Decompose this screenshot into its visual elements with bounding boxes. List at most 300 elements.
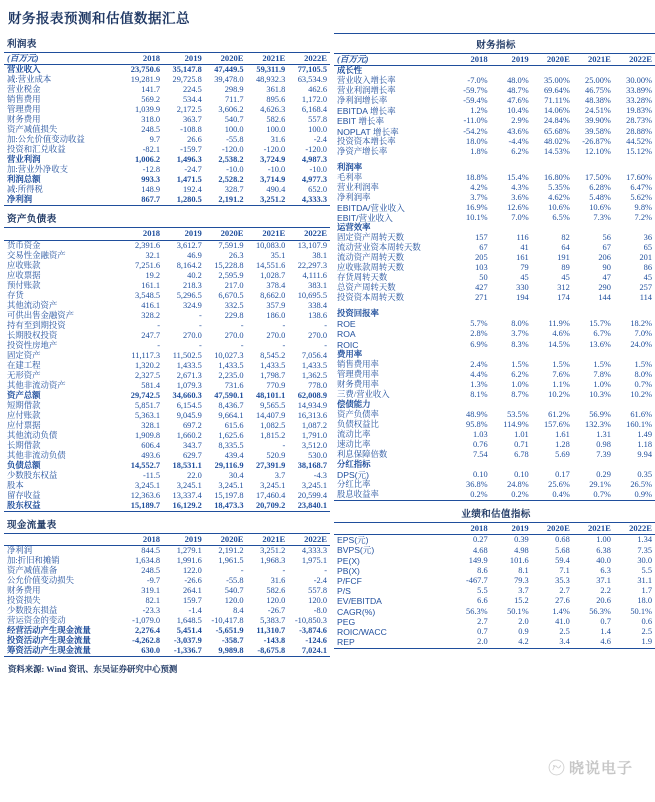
- cell-value: 23,750.6: [130, 65, 161, 75]
- row-label: 资产总额: [7, 390, 41, 400]
- cell-value: 1,968.3: [260, 555, 286, 565]
- cell-value: [614, 400, 655, 410]
- table-row: [4, 291, 330, 301]
- cell-value: 24.51%: [585, 106, 611, 116]
- cell-value: 1.0%: [593, 379, 611, 389]
- cell-value: [614, 350, 655, 360]
- cell-value: -: [240, 320, 244, 330]
- row-label: 管理费用: [7, 105, 41, 115]
- cell-value: 328.1: [141, 420, 161, 430]
- cell-value: 328.2: [141, 310, 161, 320]
- cell-value: 1,433.5: [260, 360, 286, 370]
- valuation-table: [334, 523, 655, 648]
- row-label: ROA: [337, 329, 356, 340]
- table-row: [4, 251, 330, 261]
- cell-value: 2.2: [600, 586, 611, 596]
- cell-value: [491, 223, 532, 233]
- table-row: [334, 586, 655, 596]
- cell-value: 895.6: [266, 95, 286, 105]
- table-row: [4, 185, 330, 195]
- cell-value: 16.80%: [543, 172, 570, 182]
- cell-value: -: [240, 565, 244, 575]
- cell-value: [614, 309, 655, 319]
- row-label: EBITDA 增长率: [337, 106, 396, 117]
- cell-value: 1.5%: [511, 359, 529, 369]
- cell-value: 15.2: [514, 596, 529, 606]
- cell-value: 15,228.8: [214, 260, 244, 270]
- row-label: 财务费用: [7, 115, 41, 125]
- cell-value: 1,039.9: [134, 105, 161, 115]
- column-header-2021E: 2021E: [247, 534, 289, 546]
- cell-value: 17,460.4: [255, 490, 286, 500]
- cell-value: 1.9: [614, 637, 655, 648]
- table-row: [334, 147, 655, 157]
- row-label: 财务费用率: [337, 379, 379, 389]
- cell-value: [573, 223, 614, 233]
- row-label: BVPS(元): [337, 545, 375, 556]
- cell-value: 62,008.9: [297, 390, 327, 400]
- cell-value: 3,714.9: [260, 175, 286, 185]
- cell-value: -4,262.8: [132, 635, 161, 645]
- cell-value: 5,296.5: [176, 290, 202, 300]
- table-row: [334, 380, 655, 390]
- cell-value: [491, 163, 532, 173]
- cell-value: 5.7%: [470, 319, 488, 329]
- cell-value: 581.4: [141, 380, 161, 390]
- column-header-2019: 2019: [491, 523, 532, 535]
- cell-value: [573, 309, 614, 319]
- cell-value: 90: [602, 263, 611, 273]
- cell-value: -: [282, 565, 286, 575]
- row-label: 其他非流动负债: [7, 450, 66, 460]
- cell-value: 29,742.5: [130, 390, 161, 400]
- row-label: 应付账款: [7, 410, 41, 420]
- cell-value: 149.9: [468, 555, 488, 565]
- cell-value: 35.3: [555, 576, 570, 586]
- row-label: 持有至到期投资: [7, 320, 66, 330]
- column-header-unit: [4, 534, 121, 546]
- row-label: 固定资产: [7, 350, 41, 360]
- cell-value: 45: [520, 273, 529, 283]
- cell-value: -10,850.3: [294, 615, 327, 625]
- row-label: 费用率: [337, 349, 363, 359]
- cell-value: 2,595.9: [218, 270, 244, 280]
- cell-value: 10,083.0: [255, 240, 286, 250]
- row-label: 净利润: [4, 195, 121, 206]
- row-label: 分红指标: [337, 459, 371, 469]
- table-row: [334, 460, 655, 470]
- cell-value: 1.03: [472, 429, 488, 439]
- table-row: [4, 311, 330, 321]
- cell-value: 5.35%: [548, 182, 570, 192]
- cell-value: -: [240, 340, 244, 350]
- cell-value: 582.6: [266, 585, 286, 595]
- cell-value: 7.3%: [593, 213, 611, 223]
- cell-value: 161: [516, 253, 529, 263]
- cell-value: 11.9%: [548, 319, 570, 329]
- cell-value: 4.3%: [511, 182, 529, 192]
- cell-value: 120.0: [308, 595, 327, 605]
- cell-value: 15,189.7: [121, 501, 163, 512]
- cell-value: 41: [520, 243, 529, 253]
- cell-value: 378.4: [266, 280, 286, 290]
- cell-value: 194: [516, 293, 529, 303]
- table-row: [334, 293, 655, 303]
- cell-value: -26.6: [184, 575, 202, 585]
- table-row: [334, 535, 655, 546]
- cell-value: 7.35: [637, 545, 652, 555]
- cell-value: 79.3: [514, 576, 529, 586]
- cell-value: 1,625.6: [218, 430, 244, 440]
- cell-value: 2.5: [641, 627, 652, 637]
- cell-value: 25.00%: [585, 76, 611, 86]
- cell-value: [532, 460, 573, 470]
- table-row: [4, 85, 330, 95]
- cell-value: 29,725.8: [172, 75, 202, 85]
- cell-value: 1,280.5: [163, 195, 205, 206]
- cell-value: 630.0: [121, 646, 163, 657]
- cell-value: 270.0: [224, 330, 244, 340]
- column-header-2021E: 2021E: [247, 228, 289, 240]
- cell-value: 557.8: [308, 115, 327, 125]
- cell-value: 56.3%: [589, 606, 611, 616]
- cell-value: 8,662.0: [260, 290, 286, 300]
- cell-value: 28.73%: [626, 116, 652, 126]
- cell-value: 697.2: [182, 420, 202, 430]
- table-row: [334, 233, 655, 243]
- cell-value: 18.0: [637, 596, 652, 606]
- cell-value: 7.54: [472, 449, 488, 459]
- cell-value: 2,391.6: [134, 240, 161, 250]
- cell-value: [491, 400, 532, 410]
- table-row: [334, 117, 655, 127]
- cell-value: 5.48%: [589, 192, 611, 202]
- cell-value: -: [199, 310, 202, 320]
- cell-value: [573, 350, 614, 360]
- row-label: 留存收益: [7, 490, 41, 500]
- cell-value: 9,989.8: [205, 646, 247, 657]
- cell-value: -2.4: [313, 135, 327, 145]
- column-header-2018: 2018: [121, 53, 163, 65]
- cell-value: 33.28%: [626, 96, 652, 106]
- table-row: [334, 193, 655, 203]
- cell-value: 290: [598, 283, 611, 293]
- table-row: [334, 576, 655, 586]
- row-label: 股东权益: [4, 501, 121, 512]
- cell-value: 1,362.5: [301, 370, 327, 380]
- table-row: [4, 471, 330, 481]
- cell-value: 569.2: [141, 95, 161, 105]
- cell-value: 5,383.7: [260, 615, 286, 625]
- cell-value: 6.7%: [593, 329, 611, 339]
- table-row: [334, 76, 655, 86]
- cell-value: 22.0: [187, 470, 202, 480]
- cell-value: -1,336.7: [163, 646, 205, 657]
- cell-value: 65.68%: [543, 126, 570, 136]
- row-label: 减:营业成本: [7, 75, 52, 85]
- table-row: [4, 481, 330, 491]
- cell-value: 9,045.9: [176, 410, 202, 420]
- cell-value: 0.35: [637, 469, 652, 479]
- cell-value: 33.89%: [626, 86, 652, 96]
- cell-value: 16,313.6: [297, 410, 327, 420]
- cell-value: 1,975.1: [301, 555, 327, 565]
- cell-value: 39.90%: [585, 116, 611, 126]
- row-label: 运营效率: [337, 223, 371, 233]
- cell-value: 18.0%: [466, 136, 488, 146]
- row-label: 股本: [7, 480, 24, 490]
- row-label: ROIC/WACC: [337, 626, 387, 637]
- cell-value: 4,333.3: [288, 195, 330, 206]
- cell-value: 56.9%: [589, 409, 611, 419]
- row-label: 营业税金: [7, 85, 41, 95]
- cell-value: 100.0: [224, 125, 244, 135]
- cell-value: 3,245.1: [260, 480, 286, 490]
- table-row: [334, 430, 655, 440]
- row-label: 加:公允价值变动收益: [7, 135, 85, 145]
- cell-value: 24.8%: [507, 479, 529, 489]
- cell-value: 462.6: [308, 85, 327, 95]
- cell-value: 114.9%: [503, 419, 529, 429]
- cell-value: 14,407.9: [255, 410, 286, 420]
- row-label: 加:营业外净收支: [7, 165, 68, 175]
- cell-value: 157.6%: [543, 419, 570, 429]
- cell-value: 0.10: [472, 469, 488, 479]
- row-label: 净利润: [7, 545, 33, 555]
- cell-value: -59.7%: [463, 86, 488, 96]
- cell-value: 14,934.9: [297, 400, 327, 410]
- cell-value: 6.78: [514, 449, 529, 459]
- table-row: [334, 440, 655, 450]
- table-row: [334, 243, 655, 253]
- table-row: [4, 95, 330, 105]
- cell-value: 63,534.9: [297, 75, 327, 85]
- cell-value: -120.0: [263, 145, 286, 155]
- cash-flow-title: 现金流量表: [4, 514, 330, 534]
- table-row: [334, 627, 655, 637]
- column-header-2020E: 2020E: [205, 228, 247, 240]
- row-label: 应收账款周转天数: [337, 263, 404, 273]
- cell-value: -10.0: [267, 165, 286, 175]
- table-row: [334, 263, 655, 273]
- balance-sheet-title: 资产负债表: [4, 208, 330, 228]
- table-row: [334, 137, 655, 147]
- cell-value: 1.3%: [470, 379, 488, 389]
- cell-value: -: [157, 340, 161, 350]
- table-header-row: [4, 53, 330, 65]
- row-label: 成长性: [337, 66, 363, 76]
- cell-value: 1,279.1: [176, 545, 202, 555]
- table-header-row: [334, 54, 655, 66]
- cell-value: -108.8: [180, 125, 202, 135]
- column-header-2020E: 2020E: [532, 523, 573, 535]
- cell-value: 4,987.3: [301, 155, 327, 165]
- cell-value: -59.4%: [463, 96, 488, 106]
- table-row: [4, 361, 330, 371]
- financial-indicators-table: [334, 54, 655, 501]
- cell-value: 48.9%: [466, 409, 488, 419]
- cell-value: 56: [602, 233, 611, 243]
- row-label: 短期借款: [7, 400, 41, 410]
- table-row: [334, 96, 655, 106]
- cell-value: -1,079.0: [132, 615, 161, 625]
- cell-value: 1,496.3: [176, 155, 202, 165]
- cell-value: 114: [639, 293, 652, 303]
- cell-value: 6,168.4: [301, 105, 327, 115]
- cell-value: -82.1: [142, 145, 161, 155]
- cell-value: 14.06%: [543, 106, 570, 116]
- cell-value: [450, 400, 491, 410]
- cell-value: 8,545.2: [260, 350, 286, 360]
- row-label: REP: [334, 637, 450, 648]
- cell-value: 86: [643, 263, 652, 273]
- table-row: [334, 350, 655, 360]
- cell-value: 534.4: [182, 95, 202, 105]
- cell-value: 7.1: [559, 565, 570, 575]
- column-header-2019: 2019: [163, 534, 205, 546]
- cell-value: 12.10%: [585, 146, 611, 156]
- cell-value: 439.4: [224, 450, 244, 460]
- cell-value: 148.9: [141, 185, 161, 195]
- cell-value: 8.3%: [511, 339, 529, 349]
- cell-value: -55.8: [226, 135, 244, 145]
- cell-value: -54.2%: [463, 126, 488, 136]
- cell-value: 3,251.2: [247, 195, 289, 206]
- table-row: [4, 566, 330, 576]
- table-row: [4, 546, 330, 557]
- cell-value: [450, 163, 491, 173]
- cell-value: [614, 223, 655, 233]
- column-header-2020E: 2020E: [205, 534, 247, 546]
- cell-value: 47,449.5: [214, 65, 244, 75]
- cell-value: 4.98: [514, 545, 529, 555]
- row-label: 负债权益比: [337, 419, 379, 429]
- column-header-2021E: 2021E: [573, 54, 614, 66]
- cell-value: 191: [557, 253, 570, 263]
- source-note: 资料来源: Wind 资讯、东吴证券研究中心预测: [8, 665, 178, 675]
- cell-value: 7.0%: [511, 213, 529, 223]
- cell-value: 3.7%: [470, 192, 488, 202]
- cell-value: [614, 163, 655, 173]
- cell-value: 27,391.9: [255, 460, 286, 470]
- cell-value: 5,451.4: [176, 625, 202, 635]
- cell-value: 1,087.2: [301, 420, 327, 430]
- watermark: [548, 757, 633, 778]
- cell-value: 36: [643, 233, 652, 243]
- cell-value: 993.3: [141, 175, 161, 185]
- cell-value: -: [157, 320, 161, 330]
- column-header-2020E: 2020E: [205, 53, 247, 65]
- cell-value: 298.9: [224, 85, 244, 95]
- cell-value: 248.5: [141, 125, 161, 135]
- table-row: [334, 637, 655, 648]
- cell-value: 4.2%: [470, 182, 488, 192]
- table-row: [4, 501, 330, 512]
- row-label: 利润率: [337, 162, 363, 172]
- cell-value: 3,245.1: [176, 480, 202, 490]
- column-header-2018: 2018: [121, 228, 163, 240]
- cell-value: 46.9: [187, 250, 202, 260]
- cell-value: 8.1: [518, 565, 529, 575]
- cell-value: 48.02%: [543, 136, 570, 146]
- cell-value: 100.0: [266, 125, 286, 135]
- cell-value: 4.4%: [470, 369, 488, 379]
- cell-value: 38.1: [312, 250, 327, 260]
- cell-value: 31.1: [637, 576, 652, 586]
- cell-value: 778.0: [308, 380, 327, 390]
- cell-value: 8.0%: [634, 369, 652, 379]
- cell-value: 4,111.6: [302, 270, 327, 280]
- row-label: EBITDA/营业收入: [337, 202, 405, 213]
- cell-value: 2,191.2: [205, 195, 247, 206]
- cell-value: -: [324, 565, 327, 575]
- cell-value: 205: [475, 253, 488, 263]
- cell-value: 5,363.1: [134, 410, 161, 420]
- cell-value: 3,245.1: [301, 480, 327, 490]
- cell-value: 161.1: [141, 280, 161, 290]
- cell-value: 1,433.5: [176, 360, 202, 370]
- table-row: [4, 281, 330, 291]
- table-row: [4, 65, 330, 76]
- cell-value: 36.8%: [466, 479, 488, 489]
- cell-value: 100.0: [308, 125, 327, 135]
- cell-value: -11.5: [142, 470, 161, 480]
- cell-value: 493.6: [141, 450, 161, 460]
- cell-value: 1,634.8: [134, 555, 161, 565]
- cell-value: 2.7: [559, 586, 570, 596]
- cell-value: -55.8: [226, 575, 244, 585]
- cell-value: 1.4%: [552, 606, 570, 616]
- cell-value: -159.7: [180, 145, 202, 155]
- cell-value: 41.0: [555, 616, 570, 626]
- cell-value: 26.6: [187, 135, 202, 145]
- row-label: 加:折旧和摊销: [7, 555, 60, 565]
- row-label: 利息保障倍数: [337, 449, 388, 459]
- cell-value: 7,056.4: [301, 350, 327, 360]
- cell-value: 122.0: [182, 565, 202, 575]
- cell-value: 0.4%: [532, 490, 573, 501]
- row-label: 净利润率: [337, 192, 371, 202]
- row-label: 流动资产周转天数: [337, 253, 404, 263]
- cash-flow-block: [4, 514, 330, 657]
- table-row: [4, 411, 330, 421]
- cell-value: 32.1: [145, 250, 161, 260]
- cell-value: 141.7: [141, 85, 161, 95]
- cell-value: 82: [561, 233, 570, 243]
- cell-value: -23.3: [142, 605, 161, 615]
- cell-value: 383.1: [308, 280, 327, 290]
- cell-value: 2,528.2: [218, 175, 244, 185]
- cell-value: 217.0: [224, 280, 244, 290]
- cell-value: 1.28: [555, 439, 570, 449]
- cell-value: 0.2%: [450, 490, 491, 501]
- row-label: 销售费用率: [337, 359, 379, 369]
- cell-value: 10.3%: [589, 389, 611, 399]
- cell-value: 3,724.9: [260, 155, 286, 165]
- cell-value: 48.0%: [507, 76, 529, 86]
- row-label: EBIT 增长率: [337, 116, 385, 127]
- cell-value: 2.7: [477, 616, 488, 626]
- cell-value: 19,281.9: [130, 75, 161, 85]
- cell-value: 731.6: [224, 380, 244, 390]
- cell-value: 47.6%: [507, 96, 529, 106]
- cell-value: 6.2%: [511, 146, 529, 156]
- cell-value: 8,436.7: [218, 400, 244, 410]
- cell-value: 416.1: [141, 300, 161, 310]
- cell-value: [614, 66, 655, 77]
- cell-value: 11,117.3: [131, 350, 161, 360]
- cell-value: 116: [516, 233, 529, 243]
